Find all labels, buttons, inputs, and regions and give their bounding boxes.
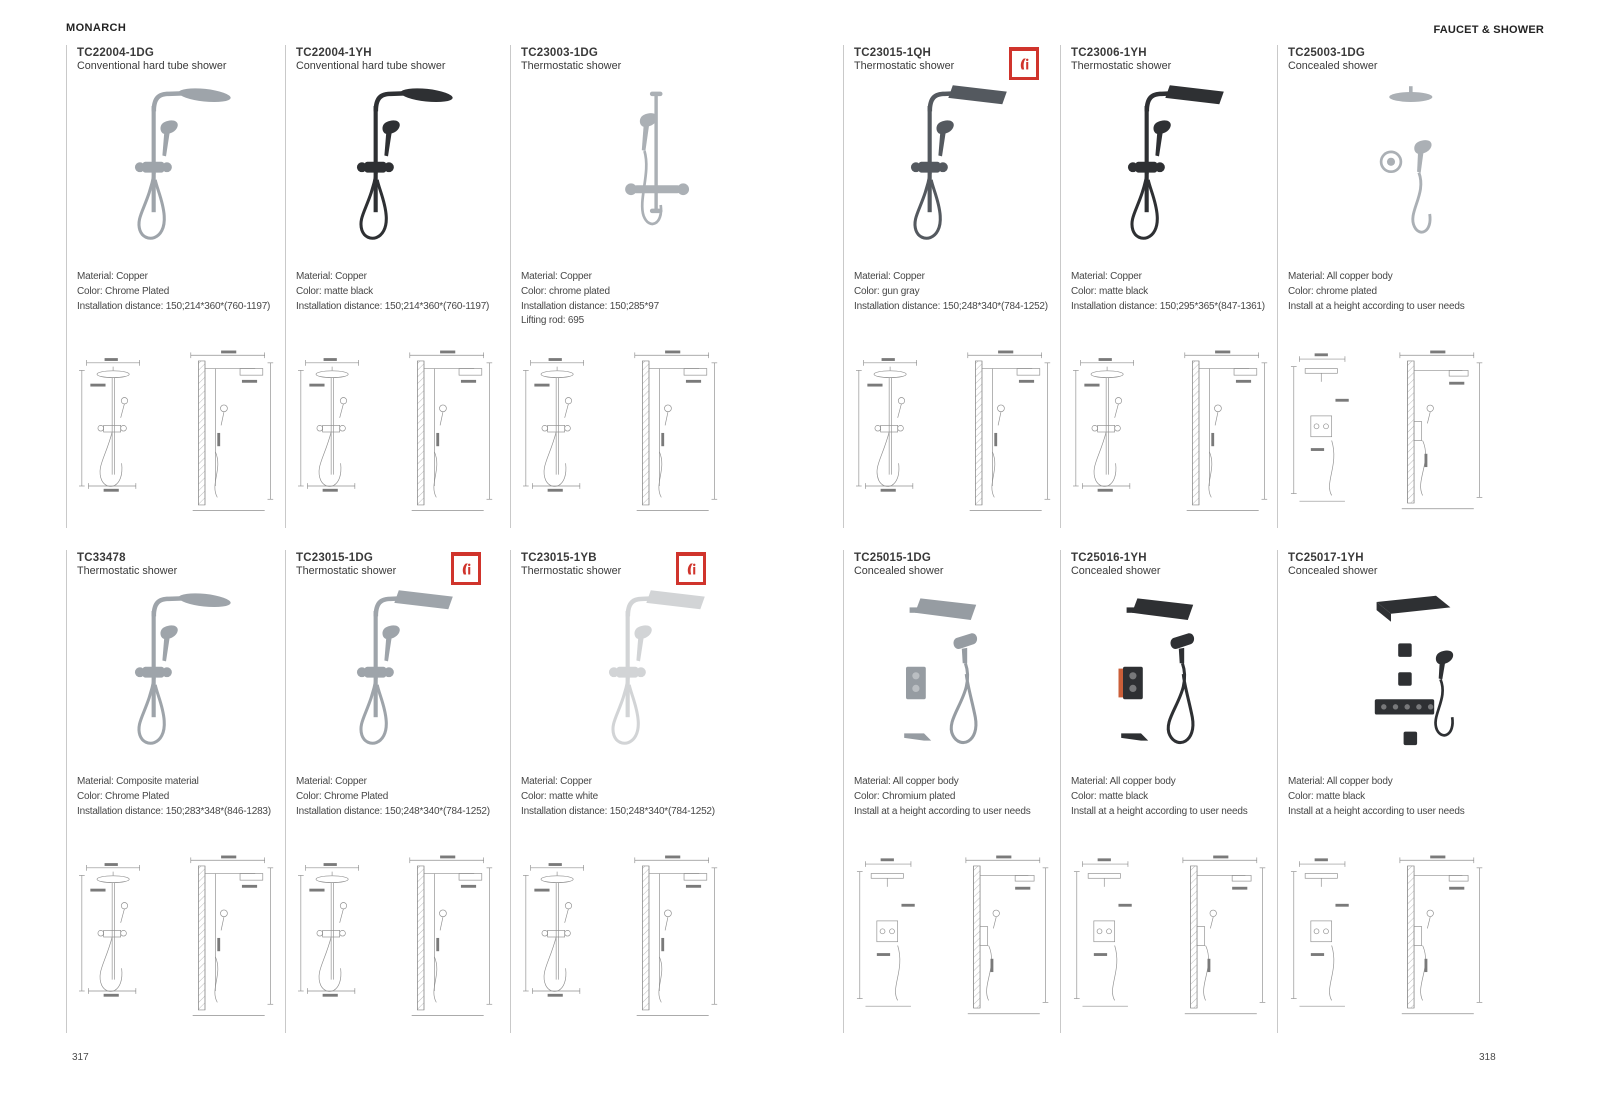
product-code: TC23015-1YB [521,552,597,564]
shower-column-round-icon [112,79,247,259]
product-specs [1288,270,1539,334]
spec-color: Color: Chromium plated [854,790,956,802]
dimension-drawing-icon [1290,342,1489,522]
product-specs [1071,775,1273,839]
cert-badge-frame [679,556,703,582]
spec-install: Install at a height according to user needs [1288,300,1465,312]
product-specs [1071,270,1273,334]
spec-install: Installation distance: 150;214*360*(760-1197) [77,300,271,312]
spec-material: Material: Copper [77,271,148,282]
product-card [1277,45,1543,528]
spec-material: Material: Copper [1071,271,1142,282]
spec-install: Installation distance: 150;285*97 [521,300,659,312]
spec-material: Material: Copper [296,271,367,282]
cert-badge [1009,47,1039,80]
product-type: Concealed shower [1288,565,1378,577]
spec-color: Color: matte black [1071,285,1148,297]
product-card [843,550,1060,1033]
product-card [285,550,510,1033]
spec-color: Color: chrome plated [1288,285,1377,297]
product-card [1277,550,1543,1033]
product-card [510,45,790,528]
page-number-right: 318 [1479,1052,1496,1063]
spec-color: Color: Chrome Plated [77,790,170,802]
dimension-drawing-icon [79,847,278,1027]
cert-badge-icon [684,560,699,578]
dimension-drawing-icon [523,847,722,1027]
product-photo [1071,577,1273,771]
spec-install: Installation distance: 150;248*340*(784-1252) [854,300,1048,312]
technical-drawing [296,847,506,1033]
cert-badge-icon [1017,55,1032,73]
spec-extra: Lifting rod: 695 [521,315,584,327]
product-card [1060,45,1277,528]
concealed-round-shower-icon [1346,79,1481,259]
product-specs [77,270,281,334]
dimension-drawing-icon [1073,342,1272,522]
shower-column-round-icon [334,79,469,259]
dimension-drawing-icon [523,342,722,522]
product-code: TC22004-1YH [296,47,372,59]
product-type: Thermostatic shower [77,565,178,577]
product-photo [854,577,1056,771]
spec-material: Material: All copper body [1288,776,1393,787]
spec-color: Color: matte black [296,285,373,297]
product-type: Concealed shower [854,565,944,577]
product-photo [296,577,506,771]
page-number-left: 317 [72,1052,89,1063]
spec-install: Install at a height according to user needs [1288,805,1465,817]
product-photo [77,577,281,771]
product-code: TC23003-1DG [521,47,598,59]
product-photo [521,577,786,771]
slide-rail-shower-icon [586,79,721,259]
technical-drawing [1288,847,1539,1033]
product-photo [1071,72,1273,266]
spec-color: Color: matte white [521,790,598,802]
product-code: TC33478 [77,552,126,564]
product-type: Thermostatic shower [296,565,397,577]
product-type: Thermostatic shower [521,60,622,72]
spec-material: Material: Copper [854,271,925,282]
product-code: TC23015-1QH [854,47,931,59]
technical-drawing [1071,342,1273,528]
shower-column-square-icon [1105,79,1240,259]
product-type: Thermostatic shower [521,565,622,577]
product-card [66,550,285,1033]
product-photo [521,72,786,266]
product-code: TC25003-1DG [1288,47,1365,59]
dimension-drawing-icon [79,342,278,522]
cert-badge [676,552,706,585]
cert-badge-frame [454,556,478,582]
product-photo [77,72,281,266]
spec-material: Material: Copper [521,271,592,282]
spec-install: Install at a height according to user needs [1071,805,1248,817]
spec-material: Material: All copper body [854,776,959,787]
spec-install: Installation distance: 150;214*360*(760-1197) [296,300,490,312]
product-specs [77,775,281,839]
product-photo [1288,577,1539,771]
product-photo [854,72,1056,266]
technical-drawing [521,847,786,1033]
product-specs [854,270,1056,334]
spec-install: Installation distance: 150;248*340*(784-1252) [296,805,490,817]
spec-color: Color: Chrome Plated [296,790,389,802]
product-code: TC25015-1DG [854,552,931,564]
left-page [66,45,790,1028]
concealed-square-shower-icon [1105,584,1240,764]
product-code: TC23015-1DG [296,552,373,564]
product-specs [854,775,1056,839]
product-type: Concealed shower [1288,60,1378,72]
product-card [1060,550,1277,1033]
product-specs [521,270,786,334]
spec-install: Installation distance: 150;283*348*(846-1283) [77,805,271,817]
spec-install: Install at a height according to user needs [854,805,1031,817]
shower-column-square-icon [586,584,721,764]
concealed-square-shower-icon [888,584,1023,764]
shower-column-round-icon [112,584,247,764]
spec-material: Material: Composite material [77,776,199,787]
product-type: Concealed shower [1071,565,1161,577]
product-type: Thermostatic shower [854,60,955,72]
cert-badge-frame [1012,51,1036,77]
dimension-drawing-icon [856,847,1055,1027]
technical-drawing [296,342,506,528]
product-row [66,45,790,523]
product-specs [521,775,786,839]
cert-badge [451,552,481,585]
section-title: FAUCET & SHOWER [1433,24,1544,36]
shower-column-square-icon [888,79,1023,259]
product-code: TC23006-1YH [1071,47,1147,59]
technical-drawing [1288,342,1539,528]
technical-drawing [521,342,786,528]
spec-install: Installation distance: 150;295*365*(847-1361) [1071,300,1265,312]
product-photo [296,72,506,266]
product-photo [1288,72,1539,266]
product-specs [1288,775,1539,839]
product-code: TC25017-1YH [1288,552,1364,564]
product-code: TC22004-1DG [77,47,154,59]
technical-drawing [1071,847,1273,1033]
cert-badge-icon [459,560,474,578]
product-type: Conventional hard tube shower [77,60,227,72]
concealed-waterfall-shower-icon [1346,584,1481,764]
product-specs [296,270,506,334]
product-type: Conventional hard tube shower [296,60,446,72]
product-card [285,45,510,528]
technical-drawing [77,342,281,528]
brand-title: MONARCH [66,22,127,34]
spec-color: Color: Chrome Plated [77,285,170,297]
technical-drawing [77,847,281,1033]
spec-install: Installation distance: 150;248*340*(784-1252) [521,805,715,817]
dimension-drawing-icon [1073,847,1272,1027]
product-card [510,550,790,1033]
dimension-drawing-icon [298,342,497,522]
product-specs [296,775,506,839]
spec-color: Color: chrome plated [521,285,610,297]
spec-material: Material: All copper body [1288,271,1393,282]
dimension-drawing-icon [298,847,497,1027]
spec-material: Material: All copper body [1071,776,1176,787]
spec-color: Color: matte black [1288,790,1365,802]
product-row [66,550,790,1028]
product-type: Thermostatic shower [1071,60,1172,72]
product-row [843,45,1543,523]
spec-color: Color: matte black [1071,790,1148,802]
product-code: TC25016-1YH [1071,552,1147,564]
spec-material: Material: Copper [521,776,592,787]
technical-drawing [854,847,1056,1033]
spec-color: Color: gun gray [854,285,920,297]
spec-material: Material: Copper [296,776,367,787]
right-page [843,45,1543,1028]
shower-column-square-icon [334,584,469,764]
product-card [843,45,1060,528]
dimension-drawing-icon [1290,847,1489,1027]
product-row [843,550,1543,1028]
technical-drawing [854,342,1056,528]
product-card [66,45,285,528]
dimension-drawing-icon [856,342,1055,522]
